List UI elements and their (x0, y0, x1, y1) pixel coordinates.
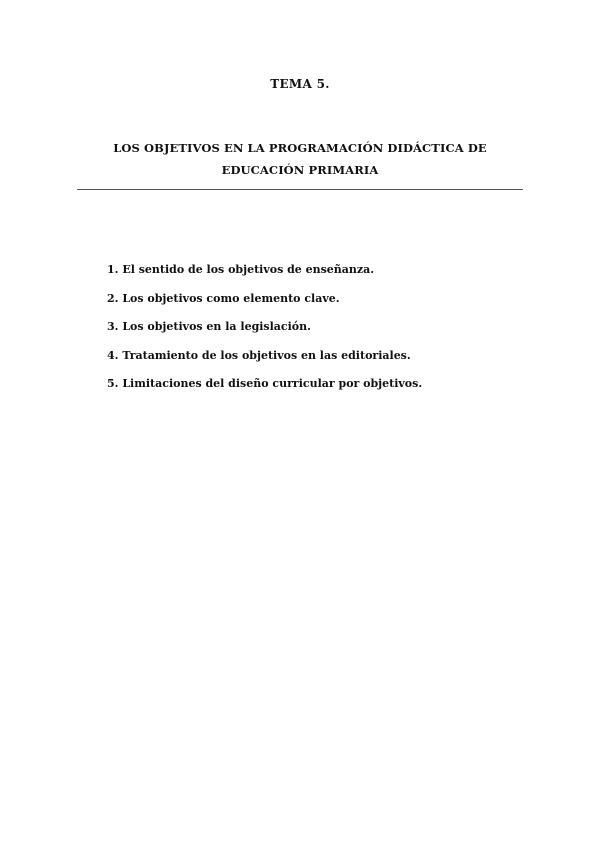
horizontal-divider (77, 189, 523, 190)
table-of-contents (107, 263, 527, 406)
topic-number: TEMA 5. (270, 77, 330, 91)
contents-item-2: 2. Los objetivos como elemento clave. (107, 291, 340, 305)
contents-item-1: 1. El sentido de los objetivos de enseñanza. (107, 263, 375, 276)
title-line-2: EDUCACIÓN PRIMARIA (221, 163, 379, 177)
document-title (100, 137, 500, 181)
contents-item-3: 3. Los objetivos en la legislación. (107, 320, 311, 333)
contents-item-5: 5. Limitaciones del diseño curricular por objetivos. (107, 377, 423, 390)
contents-item-4: 4. Tratamiento de los objetivos en las editoriales. (107, 348, 411, 362)
title-line-1: LOS OBJETIVOS EN LA PROGRAMACIÓN DIDÁCTICA DE (113, 141, 487, 155)
